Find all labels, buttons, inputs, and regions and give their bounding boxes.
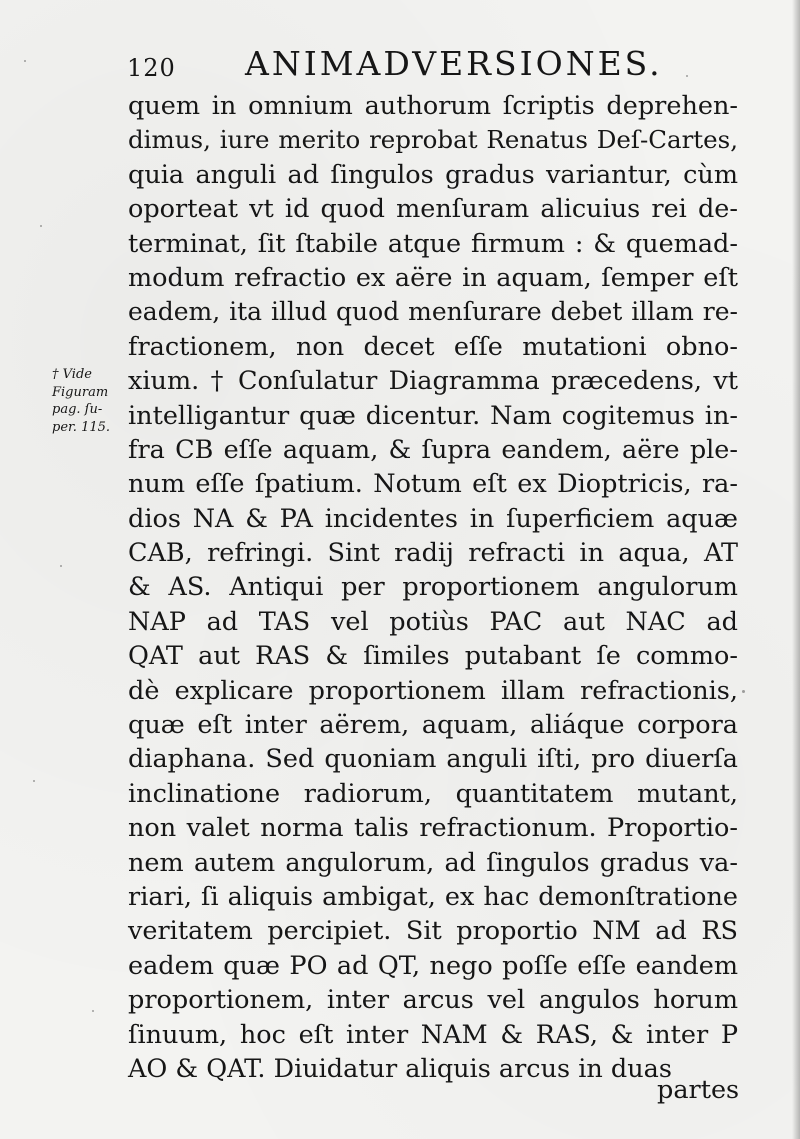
text-line: AO & QAT. Diuidatur aliquis arcus in duas	[128, 1053, 672, 1084]
text-line: dè explicare proportionem illam refractionis,	[128, 675, 738, 706]
paper-speck	[742, 690, 745, 693]
marginal-note	[52, 366, 126, 436]
text-line: nem autem angulorum, ad ſingulos gradus va-	[128, 847, 738, 878]
text-line: quæ eſt inter aërem, aquam, aliáque corpora	[128, 710, 738, 741]
text-line: diaphana. Sed quoniam anguli iſti, pro diuerſa	[128, 744, 738, 775]
text-line: quia anguli ad ſingulos gradus variantur, cùm	[128, 159, 738, 190]
page-number: 120	[127, 54, 176, 82]
text-line: ſinuum, hoc eſt inter NAM & RAS, & inter P	[128, 1019, 738, 1050]
marginal-note-line: Figuram	[52, 384, 109, 400]
text-line: dios NA & PA incidentes in ſuperficiem aquæ	[128, 503, 738, 534]
marginal-note-line: per. 115.	[52, 419, 111, 435]
page-header	[127, 44, 663, 84]
text-line: intelligantur quæ dicentur. Nam cogitemus in-	[128, 400, 738, 431]
running-title: ANIMADVERSIONES.	[245, 44, 663, 83]
paper-speck	[33, 780, 35, 782]
marginal-note-line: † Vide	[52, 367, 92, 382]
marginal-note-line: pag. ſu-	[52, 402, 103, 417]
catchword: partes	[657, 1075, 740, 1105]
text-line: proportionem, inter arcus vel angulos horum	[128, 985, 738, 1016]
text-line: quem in omnium authorum ſcriptis deprehen-	[128, 91, 738, 121]
text-line: fractionem, non decet eſſe mutationi obno-	[128, 331, 738, 362]
paper-speck	[24, 60, 26, 62]
text-line: oporteat vt id quod menſuram alicuius rei de-	[128, 194, 738, 225]
page-edge-shadow	[792, 0, 800, 1139]
text-line: modum refractio ex aëre in aquam, ſemper eſt	[128, 262, 738, 293]
text-line: dimus, iure merito reprobat Renatus Deſ-Cartes,	[128, 125, 738, 155]
text-line: veritatem percipiet. Sit proportio NM ad RS	[128, 916, 738, 947]
text-line: fra CB eſſe aquam, & ſupra eandem, aëre ple-	[128, 434, 738, 465]
body-text	[128, 89, 738, 1086]
text-line: & AS. Antiqui per proportionem angulorum	[128, 572, 738, 603]
text-line: QAT aut RAS & ſimiles putabant ſe commo-	[128, 641, 738, 672]
text-line: eadem, ita illud quod menſurare debet illam re-	[128, 297, 738, 327]
paper-speck	[60, 565, 62, 567]
text-line: riari, ſi aliquis ambigat, ex hac demonſtratione	[128, 881, 738, 912]
text-line: inclinatione radiorum, quantitatem mutant,	[128, 778, 738, 809]
text-line: CAB, refringi. Sint radij refracti in aqua, AT	[128, 538, 738, 569]
paper-speck	[92, 1010, 94, 1012]
paper-speck	[40, 225, 42, 227]
text-line: NAP ad TAS vel potiùs PAC aut NAC ad	[128, 606, 738, 637]
paper-speck	[686, 75, 688, 77]
text-line: terminat, ſit ſtabile atque firmum : & quemad-	[128, 228, 738, 259]
text-line: eadem quæ PO ad QT, nego poſſe eſſe eandem	[128, 950, 738, 981]
text-line: non valet norma talis refractionum. Proportio-	[128, 813, 738, 844]
text-line: num eſſe ſpatium. Notum eſt ex Dioptricis, ra-	[128, 469, 738, 500]
text-line: xium. † Conſulatur Diagramma præcedens, vt	[128, 366, 738, 397]
